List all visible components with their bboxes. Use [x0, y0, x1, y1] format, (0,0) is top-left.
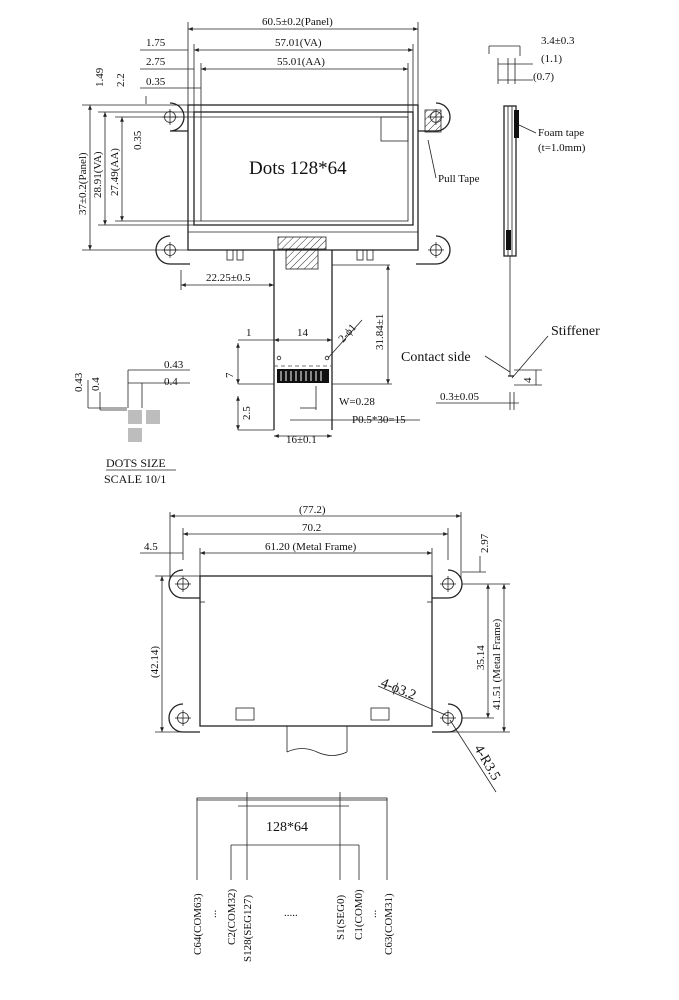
pull-tape-tab — [425, 110, 441, 132]
dim-035: 0.35 — [146, 76, 166, 88]
dim-stiffener-h: 4 — [522, 377, 534, 383]
dim-275: 2.75 — [146, 56, 166, 68]
dim-1-1: (1.1) — [541, 53, 563, 65]
dots-size-title: DOTS SIZE — [106, 456, 166, 470]
dim-pin-pitch: P0.5*30=15 — [352, 414, 406, 426]
dim-4-5: 4.5 — [144, 541, 158, 553]
dim-hole-dia: 2-ϕ1 — [336, 321, 359, 346]
back-view — [140, 504, 510, 792]
pin-label-c63: C63(COM31) — [383, 893, 395, 955]
dim-2-97: 2.97 — [479, 533, 491, 553]
dim-aa-height: 27.49(AA) — [109, 148, 121, 196]
pin-label-dots-mid: ..... — [284, 907, 298, 919]
dim-175: 1.75 — [146, 37, 166, 49]
dim-035-v: 0.35 — [132, 130, 144, 150]
front-view — [77, 16, 480, 446]
dim-42-14: (42.14) — [149, 645, 161, 678]
radius-label: 4-R3.5 — [470, 742, 503, 784]
dim-70-2: 70.2 — [302, 522, 322, 534]
pull-tape-label: Pull Tape — [438, 173, 480, 185]
foam-tape-thickness: (t=1.0mm) — [538, 142, 586, 154]
hole-dia-label: 4-ϕ3.2 — [378, 675, 418, 704]
dim-pin-w: W=0.28 — [339, 396, 375, 408]
dots-size-scale: SCALE 10/1 — [104, 472, 167, 486]
dim-22: 2.2 — [115, 73, 127, 87]
pin-label-s1: S1(SEG0) — [335, 894, 347, 940]
dim-149: 1.49 — [94, 67, 106, 87]
stiffener-label: Stiffener — [551, 324, 600, 339]
dots-size-detail — [73, 359, 190, 486]
pin-label-c64: C64(COM63) — [192, 893, 204, 955]
dim-metal-width: 61.20 (Metal Frame) — [265, 541, 357, 553]
pin-label-c1: C1(COM0) — [353, 889, 365, 940]
pin-label-dots-left: ... — [207, 909, 219, 918]
dim-pin-h7: 7 — [224, 372, 236, 378]
pin-label-c2: C2(COM32) — [226, 888, 238, 945]
dot-dim-04a: 0.4 — [90, 377, 102, 391]
dim-pin-h25: 2.5 — [241, 406, 253, 420]
dim-fpc-length: 31.84±1 — [374, 313, 386, 350]
dim-metal-height: 41.51 (Metal Frame) — [491, 618, 503, 710]
pin-label-s128: S128(SEG127) — [242, 894, 254, 962]
dim-va-width: 57.01(VA) — [275, 37, 322, 49]
dim-fpc-offset: 22.25±0.5 — [206, 272, 251, 284]
dim-panel-height: 37±0.2(Panel) — [77, 152, 89, 215]
pin-map — [192, 792, 395, 962]
dim-panel-width: 60.5±0.2(Panel) — [262, 16, 333, 28]
dim-aa-width: 55.01(AA) — [277, 56, 325, 68]
foam-tape-label: Foam tape — [538, 127, 585, 139]
dim-fpc-width: 16±0.1 — [286, 434, 317, 446]
display-label: Dots 128*64 — [249, 158, 347, 179]
dim-overall: (77.2) — [299, 504, 326, 516]
dim-thickness: 3.4±0.3 — [541, 35, 575, 47]
dim-stiffener-t: 0.3±0.05 — [440, 391, 480, 403]
side-view — [401, 35, 600, 410]
dim-va-height: 28.91(VA) — [92, 151, 104, 198]
matrix-label: 128*64 — [266, 820, 308, 835]
dim-35-14: 35.14 — [475, 645, 487, 670]
dot-dim-043a: 0.43 — [73, 372, 85, 392]
contact-side-label: Contact side — [401, 350, 471, 365]
dot-dim-043b: 0.43 — [164, 359, 184, 371]
dim-pin-14: 14 — [297, 327, 308, 339]
dot-dim-04b: 0.4 — [164, 376, 178, 388]
pin-label-dots-right: ... — [367, 909, 379, 918]
dim-pin-1: 1 — [246, 327, 252, 339]
dim-0-7: (0.7) — [533, 71, 555, 83]
